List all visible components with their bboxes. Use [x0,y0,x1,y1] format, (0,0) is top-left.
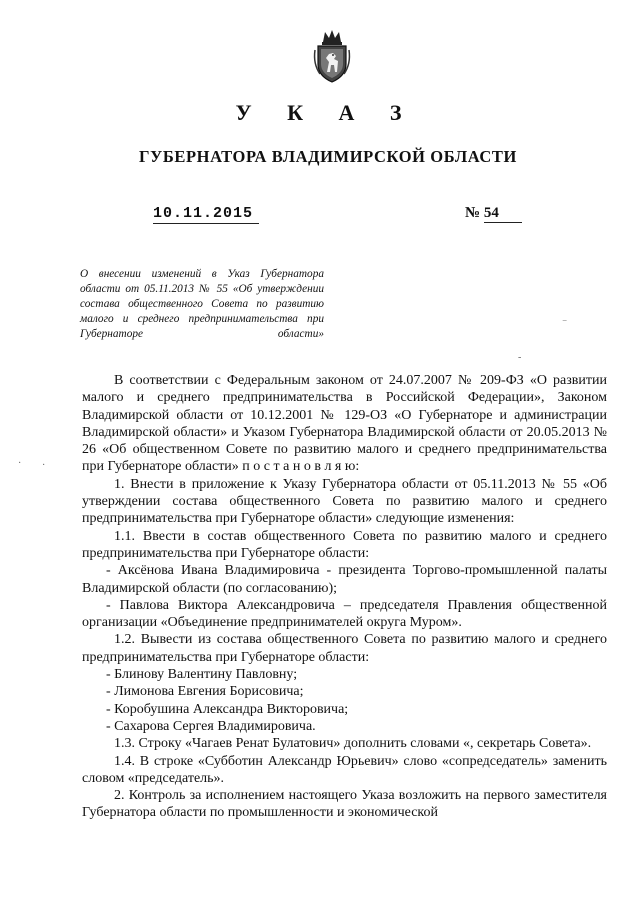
list-item: - Лимонова Евгения Борисовича; [106,684,304,700]
document-number [465,205,522,223]
list-item: - Блинову Валентину Павловну; [106,667,298,683]
list-item: - Аксёнова Ивана Владимировича - президента Торгово-промышленной палаты Владимирской области (по согласованию); [82,563,607,596]
scan-mark: ⁻ [562,318,568,329]
scan-mark: · [42,460,46,471]
document-subject: О внесении изменений в Указ Губернатора области от 05.11.2013 № 55 «Об утверждении состава общественного Совета по развитию малого и среднего предпринимательства при Губернаторе области» [80,268,324,340]
scan-mark: · [18,458,22,469]
number-label: № [465,205,481,221]
list-item: - Сахарова Сергея Владимировича. [106,718,316,734]
body-paragraph-preamble: В соответствии с Федеральным законом от 24.07.2007 № 209-ФЗ «О развитии малого и среднего предпринимательства в Российской Федерации», Законом Владимирской области от 10.12.2001 № 129-ОЗ «О Губернаторе и администрации Владимирской области» и Указом Губернатора Владимирской области от 20.05.2013 № 26 «Об общественном Совете по развитию малого и среднего предпринимательства при Губернаторе области» п о с т а н о в л я ю: [82,373,607,475]
number-value: 54 [484,205,522,223]
body-paragraph-1-3: 1.3. Строку «Чагаев Ренат Булатович» дополнить словами «, секретарь Совета». [114,736,592,752]
document-date: 10.11.2015 [153,205,259,224]
document-title: У К А З [235,100,417,125]
document-subtitle: ГУБЕРНАТОРА ВЛАДИМИРСКОЙ ОБЛАСТИ [139,147,517,166]
body-paragraph-1-1: 1.1. Ввести в состав общественного Совета по развитию малого и среднего предпринимательства при Губернаторе области: [82,528,607,561]
coat-of-arms-icon [312,28,352,84]
body-paragraph-1-4: 1.4. В строке «Субботин Александр Юрьевич» слово «сопредседатель» заменить словом «председатель». [82,753,607,786]
body-paragraph-1: 1. Внести в приложение к Указу Губернатора области от 05.11.2013 № 55 «Об утверждении состава общественного Совета по развитию малого и среднего предпринимательства при Губернаторе области» следующие изменения: [82,476,607,527]
scan-mark: - [518,352,522,363]
body-paragraph-1-2: 1.2. Вывести из состава общественного Совета по развитию малого и среднего предпринимательства при Губернаторе области: [82,632,607,665]
list-item: - Павлова Виктора Александровича – председателя Правления общественной организации «Объединение предпринимателей округа Муром». [82,597,607,631]
body-paragraph-2: 2. Контроль за исполнением настоящего Указа возложить на первого заместителя Губернатора области по промышленности и экономической [82,788,607,821]
list-item: - Коробушина Александра Викторовича; [106,701,349,717]
document-body [82,372,607,822]
